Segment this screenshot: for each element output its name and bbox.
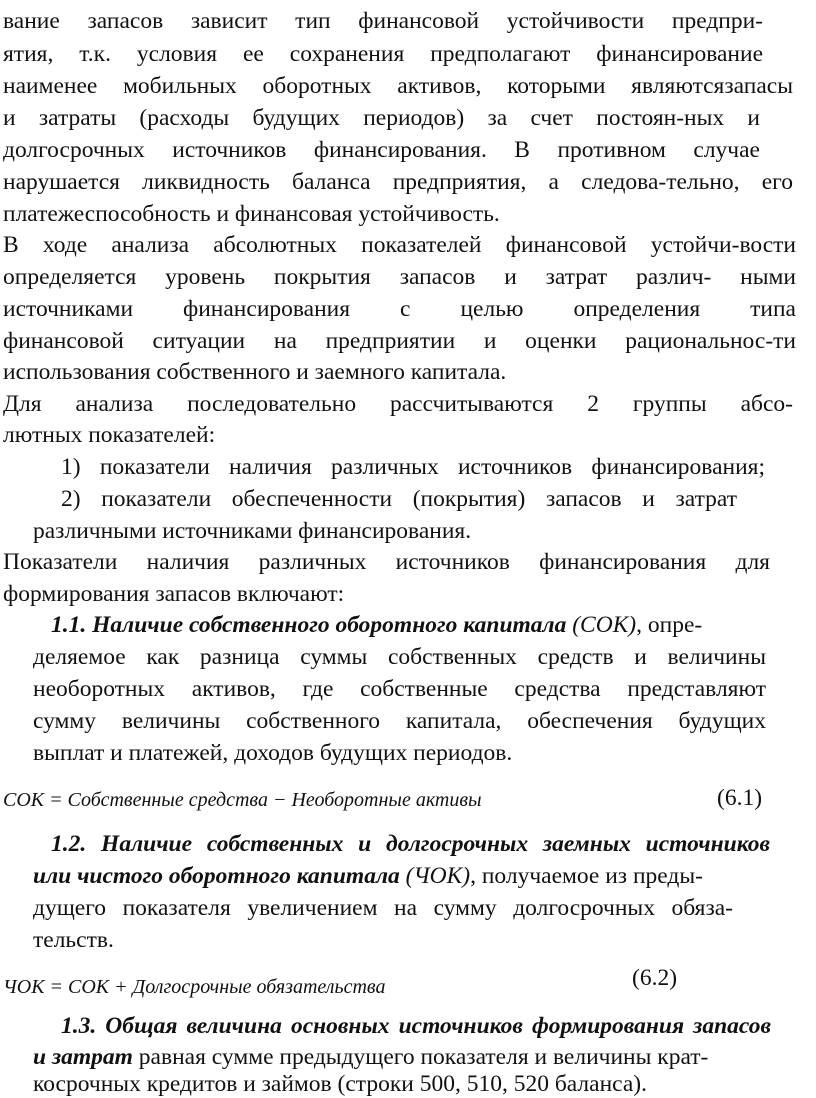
text-tail: , опре-	[636, 612, 703, 638]
text-line: и затраты (расходы будущих периодов) за счет постоян-ных и	[3, 105, 760, 131]
text-line: косрочных кредитов и займов (строки 500, 510, 520 баланса).	[33, 1071, 648, 1097]
heading-text: или чистого оборотного капитала	[33, 863, 400, 889]
text-line: необоротных активов, где собственные средства представляют	[33, 676, 766, 702]
text-tail: равная сумме предыдущего показателя и величины крат-	[132, 1044, 709, 1070]
heading-text: и затрат	[33, 1044, 133, 1070]
text-line: платежеспособность и финансовая устойчивость.	[3, 201, 500, 227]
text-line: Показатели наличия различных источников финансирования для	[3, 549, 770, 575]
formula-number: (6.2)	[632, 965, 678, 991]
text-line	[3, 10, 763, 34]
section-heading-1-1	[51, 614, 702, 638]
text-line: лютных показателей:	[3, 422, 216, 448]
text-line: дущего показателя увеличением на сумму долгосрочных обяза-	[33, 895, 733, 921]
text-line: ятия, т.к. условия ее сохранения предполагают финансирование	[3, 41, 763, 67]
text-line-content: вание запасов зависит тип финансовой устойчивости предпри-	[3, 8, 763, 34]
text-tail: , получаемое из преды-	[470, 863, 703, 889]
text-line: В ходе анализа абсолютных показателей финансовой устойчи-вости	[3, 232, 796, 258]
list-item: 2) показатели обеспеченности (покрытия) запасов и затрат	[61, 486, 737, 512]
text-line: выплат и платежей, доходов будущих периодов.	[33, 740, 513, 766]
text-line: нарушается ликвидность баланса предприятия, а следова-тельно, его	[3, 169, 793, 195]
section-heading-1-2: 1.2. Наличие собственных и долгосрочных заемных источников	[51, 831, 770, 857]
text-line: сумму величины собственного капитала, обеспечения будущих	[33, 708, 766, 734]
text-line: наименее мобильных оборотных активов, которыми являютсязапасы	[3, 73, 793, 99]
formula-6-2: ЧОК = СОК + Долгосрочные обязательства	[3, 976, 386, 998]
text-line: использования собственного и заемного капитала.	[3, 359, 507, 385]
text-line: финансовой ситуации на предприятии и оценки рациональнос-ти	[3, 328, 796, 354]
list-item-continued: различными источниками финансирования.	[33, 518, 472, 544]
text-line	[33, 1046, 708, 1070]
text-line: тельств.	[33, 927, 114, 953]
abbreviation: (ЧОК)	[399, 863, 471, 889]
section-heading-1-3: 1.3. Общая величина основных источников формирования запасов	[61, 1013, 771, 1039]
formula-6-1: СОК = Собственные средства − Необоротные активы	[3, 789, 482, 811]
list-item: 1) показатели наличия различных источников финансирования;	[61, 454, 765, 480]
abbreviation: (СОК)	[566, 612, 637, 638]
text-line: определяется уровень покрытия запасов и затрат различ- ными	[3, 264, 796, 290]
formula-number: (6.1)	[717, 785, 763, 811]
heading-text: 1.1. Наличие собственного оборотного капитала	[51, 612, 567, 638]
text-line: Для анализа последовательно рассчитываются 2 группы абсо-	[3, 391, 793, 417]
text-line: источниками финансирования с целью определения типа	[3, 296, 796, 322]
text-line	[33, 865, 703, 889]
text-line: долгосрочных источников финансирования. В противном случае	[3, 137, 760, 163]
text-line: деляемое как разница суммы собственных средств и величины	[33, 644, 766, 670]
text-line: формирования запасов включают:	[3, 581, 345, 607]
